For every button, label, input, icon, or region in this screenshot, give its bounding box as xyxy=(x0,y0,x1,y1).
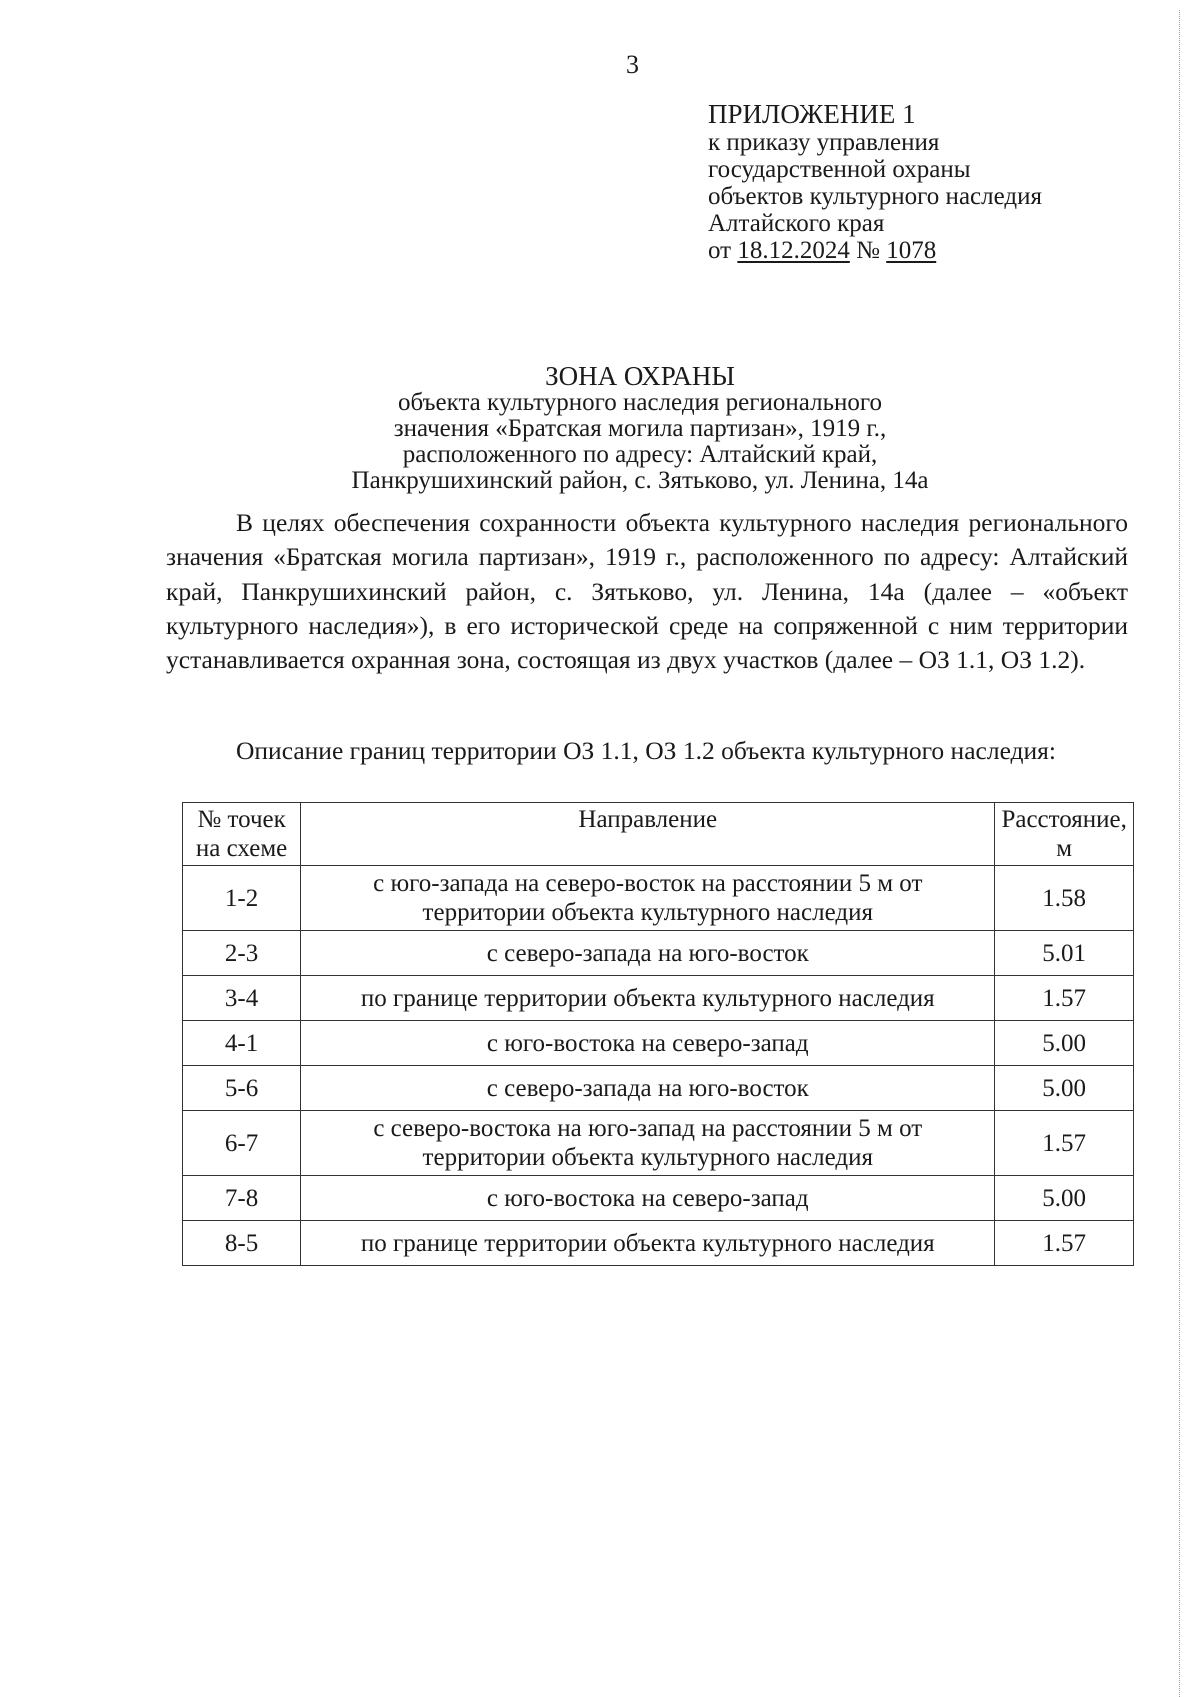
table-header xyxy=(183,803,1134,866)
cell-distance: 5.00 xyxy=(995,1066,1134,1111)
table-caption: Описание границ территории ОЗ 1.1, ОЗ 1.2 объекта культурного наследия: xyxy=(236,736,1056,765)
cell-direction: с северо-запада на юго-восток xyxy=(301,931,995,976)
appendix-line: к приказу управления xyxy=(708,129,940,156)
header-points-line2: на схеме xyxy=(195,835,288,862)
cell-points: 4-1 xyxy=(183,1021,301,1066)
cell-direction-line: с северо-востока на юго-запад на расстоянии 5 м от xyxy=(373,1115,923,1142)
cell-direction: с юго-востока на северо-запад xyxy=(301,1021,995,1066)
intro-paragraph: В целях обеспечения сохранности объекта культурного наследия регионального значения «Братская могила партизан», 1919 г., расположенного по адресу: Алтайский край, Панкрушихинский район, с. Зятьково, ул. Ленина, 14а (далее – «объект культурного наследия»), в его исторической среде на сопряженной с ним территории устанавливается охранная зона, состоящая из двух участков (далее – ОЗ 1.1, ОЗ 1.2). xyxy=(166,508,1128,675)
appendix-date-line xyxy=(708,237,1042,264)
appendix-line: государственной охраны xyxy=(708,156,971,183)
heading-line: расположенного по адресу: Алтайский край, xyxy=(402,441,878,468)
cell-direction: с северо-запада на юго-восток xyxy=(301,1066,995,1111)
cell-direction: по границе территории объекта культурного наследия xyxy=(301,1221,995,1266)
cell-distance: 1.57 xyxy=(995,1221,1134,1266)
table-body xyxy=(183,866,1134,1266)
appendix-block xyxy=(708,100,1042,264)
header-points-line1: № точек xyxy=(197,806,286,833)
appendix-line: объектов культурного наследия xyxy=(708,183,1042,210)
boundary-table xyxy=(182,802,1134,1266)
cell-direction-line: территории объекта культурного наследия xyxy=(422,899,873,926)
table-row xyxy=(183,931,1134,976)
table-row xyxy=(183,1111,1134,1176)
cell-points: 3-4 xyxy=(183,976,301,1021)
cell-distance: 5.00 xyxy=(995,1176,1134,1221)
page-edge-line xyxy=(1179,10,1180,1697)
appendix-title: ПРИЛОЖЕНИЕ 1 xyxy=(708,99,916,129)
cell-points: 2-3 xyxy=(183,931,301,976)
cell-direction-line: территории объекта культурного наследия xyxy=(422,1144,873,1171)
table-header-row xyxy=(183,803,1134,866)
document-heading xyxy=(200,362,1080,494)
date-prefix: от xyxy=(708,237,732,264)
order-number: 1078 xyxy=(886,237,937,264)
cell-direction xyxy=(301,1111,995,1176)
header-distance xyxy=(995,803,1134,866)
table-row xyxy=(183,1066,1134,1111)
table-row xyxy=(183,1176,1134,1221)
cell-points: 5-6 xyxy=(183,1066,301,1111)
cell-points: 8-5 xyxy=(183,1221,301,1266)
cell-points: 7-8 xyxy=(183,1176,301,1221)
table-row xyxy=(183,976,1134,1021)
header-distance-line1: Расстояние, xyxy=(1001,806,1127,833)
heading-line: значения «Братская могила партизан», 1919 г., xyxy=(393,415,887,442)
appendix-line: Алтайского края xyxy=(708,210,885,237)
cell-direction-line: с юго-запада на северо-восток на расстоянии 5 м от xyxy=(373,870,923,897)
cell-distance: 1.57 xyxy=(995,1111,1134,1176)
page-number: 3 xyxy=(626,50,639,79)
cell-direction: по границе территории объекта культурного наследия xyxy=(301,976,995,1021)
cell-direction xyxy=(301,866,995,931)
cell-direction: с юго-востока на северо-запад xyxy=(301,1176,995,1221)
heading-line: объекта культурного наследия регионального xyxy=(398,389,882,416)
cell-distance: 1.58 xyxy=(995,866,1134,931)
heading-title: ЗОНА ОХРАНЫ xyxy=(545,361,735,391)
header-distance-line2: м xyxy=(1056,835,1073,862)
header-points xyxy=(183,803,301,866)
order-date: 18.12.2024 xyxy=(737,237,850,264)
number-sign: № xyxy=(856,237,880,264)
cell-distance: 5.01 xyxy=(995,931,1134,976)
table-row xyxy=(183,1021,1134,1066)
cell-points: 6-7 xyxy=(183,1111,301,1176)
table-row xyxy=(183,866,1134,931)
table-row xyxy=(183,1221,1134,1266)
cell-distance: 5.00 xyxy=(995,1021,1134,1066)
heading-line: Панкрушихинский район, с. Зятьково, ул. Ленина, 14а xyxy=(351,467,929,494)
cell-distance: 1.57 xyxy=(995,976,1134,1021)
cell-points: 1-2 xyxy=(183,866,301,931)
header-direction: Направление xyxy=(301,803,995,866)
